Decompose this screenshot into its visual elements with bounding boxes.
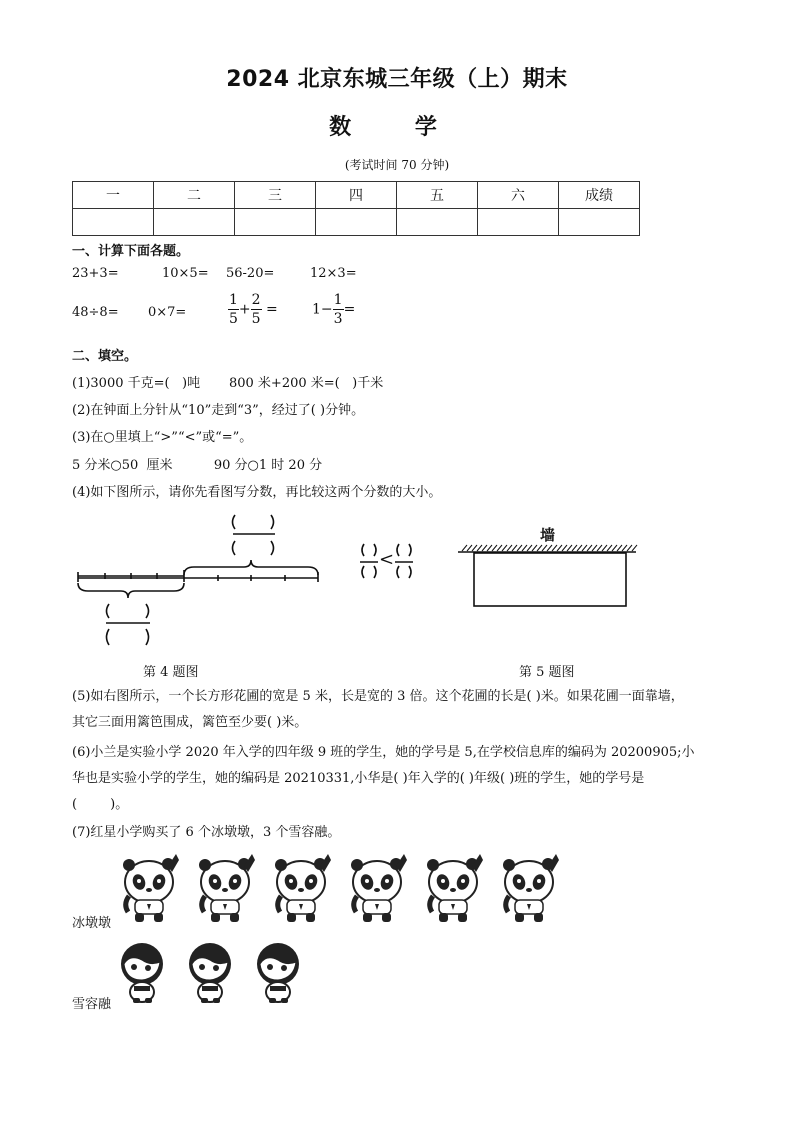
calc-item: 48÷8= <box>72 305 119 320</box>
fraction-diff-expression: 1− $\frac{1}{3}$ = <box>312 292 356 327</box>
question-6-line-1: (6)小兰是实验小学 2020 年入学的四年级 9 班的学生，她的学号是 5,在学校信息库的编码为 20200905;小 <box>72 745 695 760</box>
bing-dwen-dwen-icon <box>118 852 180 924</box>
question-2: (2)在钟面上分针从“10”走到“3”，经过了( )分钟。 <box>72 403 365 418</box>
calc-item: 10×5= <box>162 266 209 281</box>
bing-dwen-dwen-icon <box>498 852 560 924</box>
bing-dwen-dwen-icon <box>270 852 332 924</box>
wall-label: 墙 <box>540 526 556 544</box>
question-3: (3)在○里填上“>”“<”或“=”。 <box>72 430 253 445</box>
bing-dwen-dwen-label: 冰墩墩 <box>72 916 112 931</box>
calc-item: 0×7= <box>148 305 187 320</box>
shuey-rhon-rhon-icon <box>252 942 304 1004</box>
score-header-cell: 二 <box>154 182 235 209</box>
fraction: $\frac{2}{5}$ <box>251 292 261 327</box>
calc-item: 12×3= <box>310 266 357 281</box>
question-5-line-2: 其它三面用篱笆围成，篱笆至少要( )米。 <box>72 715 308 730</box>
compare-symbol: < <box>379 549 395 570</box>
shuey-rhon-rhon-label: 雪容融 <box>72 997 112 1012</box>
question-3-items: 5 分米○50 厘米 90 分○1 时 20 分 <box>72 458 323 473</box>
bing-dwen-dwen-icon <box>422 852 484 924</box>
figure-4-caption: 第 4 题图 <box>143 665 199 680</box>
section1-heading: 一、计算下面各题。 <box>72 244 190 259</box>
score-header-cell: 四 <box>316 182 397 209</box>
question-1: (1)3000 千克=( )吨 800 米+200 米=( )千米 <box>72 376 384 391</box>
score-header-cell: 六 <box>478 182 559 209</box>
section2-heading: 二、填空。 <box>72 349 138 364</box>
question-6-line-3: ( )。 <box>72 797 129 812</box>
exam-title: 2024 北京东城三年级（上）期末 <box>226 67 568 92</box>
question-5-line-1: (5)如右图所示，一个长方形花圃的宽是 5 米，长是宽的 3 倍。这个花圃的长是( )米。如果花圃一面靠墙， <box>72 689 684 704</box>
score-header-cell: 一 <box>73 182 154 209</box>
bing-dwen-dwen-icon <box>346 852 408 924</box>
score-header-cell: 三 <box>235 182 316 209</box>
question-4: (4)如下图所示，请你先看图写分数，再比较这两个分数的大小。 <box>72 485 442 500</box>
calc-item: 56-20= <box>226 266 275 281</box>
shuey-rhon-rhon-icon <box>184 942 236 1004</box>
question-6-line-2: 华也是实验小学的学生，她的编码是 20210331,小华是( )年入学的( )年级( )班的学生，她的学号是 <box>72 771 645 786</box>
fraction: $\frac{1}{3}$ <box>333 292 343 327</box>
score-header-cell: 五 <box>397 182 478 209</box>
calc-item: 23+3= <box>72 266 119 281</box>
subject-title: 数 学 <box>329 115 465 140</box>
score-header-cell: 成绩 <box>559 182 640 209</box>
shuey-rhon-rhon-icon <box>116 942 168 1004</box>
exam-time-note: (考试时间 70 分钟) <box>344 158 450 172</box>
figure-5-caption: 第 5 题图 <box>519 665 575 680</box>
question-7: (7)红星小学购买了 6 个冰墩墩，3 个雪容融。 <box>72 825 341 840</box>
fraction: $\frac{1}{5}$ <box>229 292 238 327</box>
fraction-sum-expression: $\frac{1}{5}$ + $\frac{2}{5}$ = <box>229 292 278 327</box>
bing-dwen-dwen-icon <box>194 852 256 924</box>
